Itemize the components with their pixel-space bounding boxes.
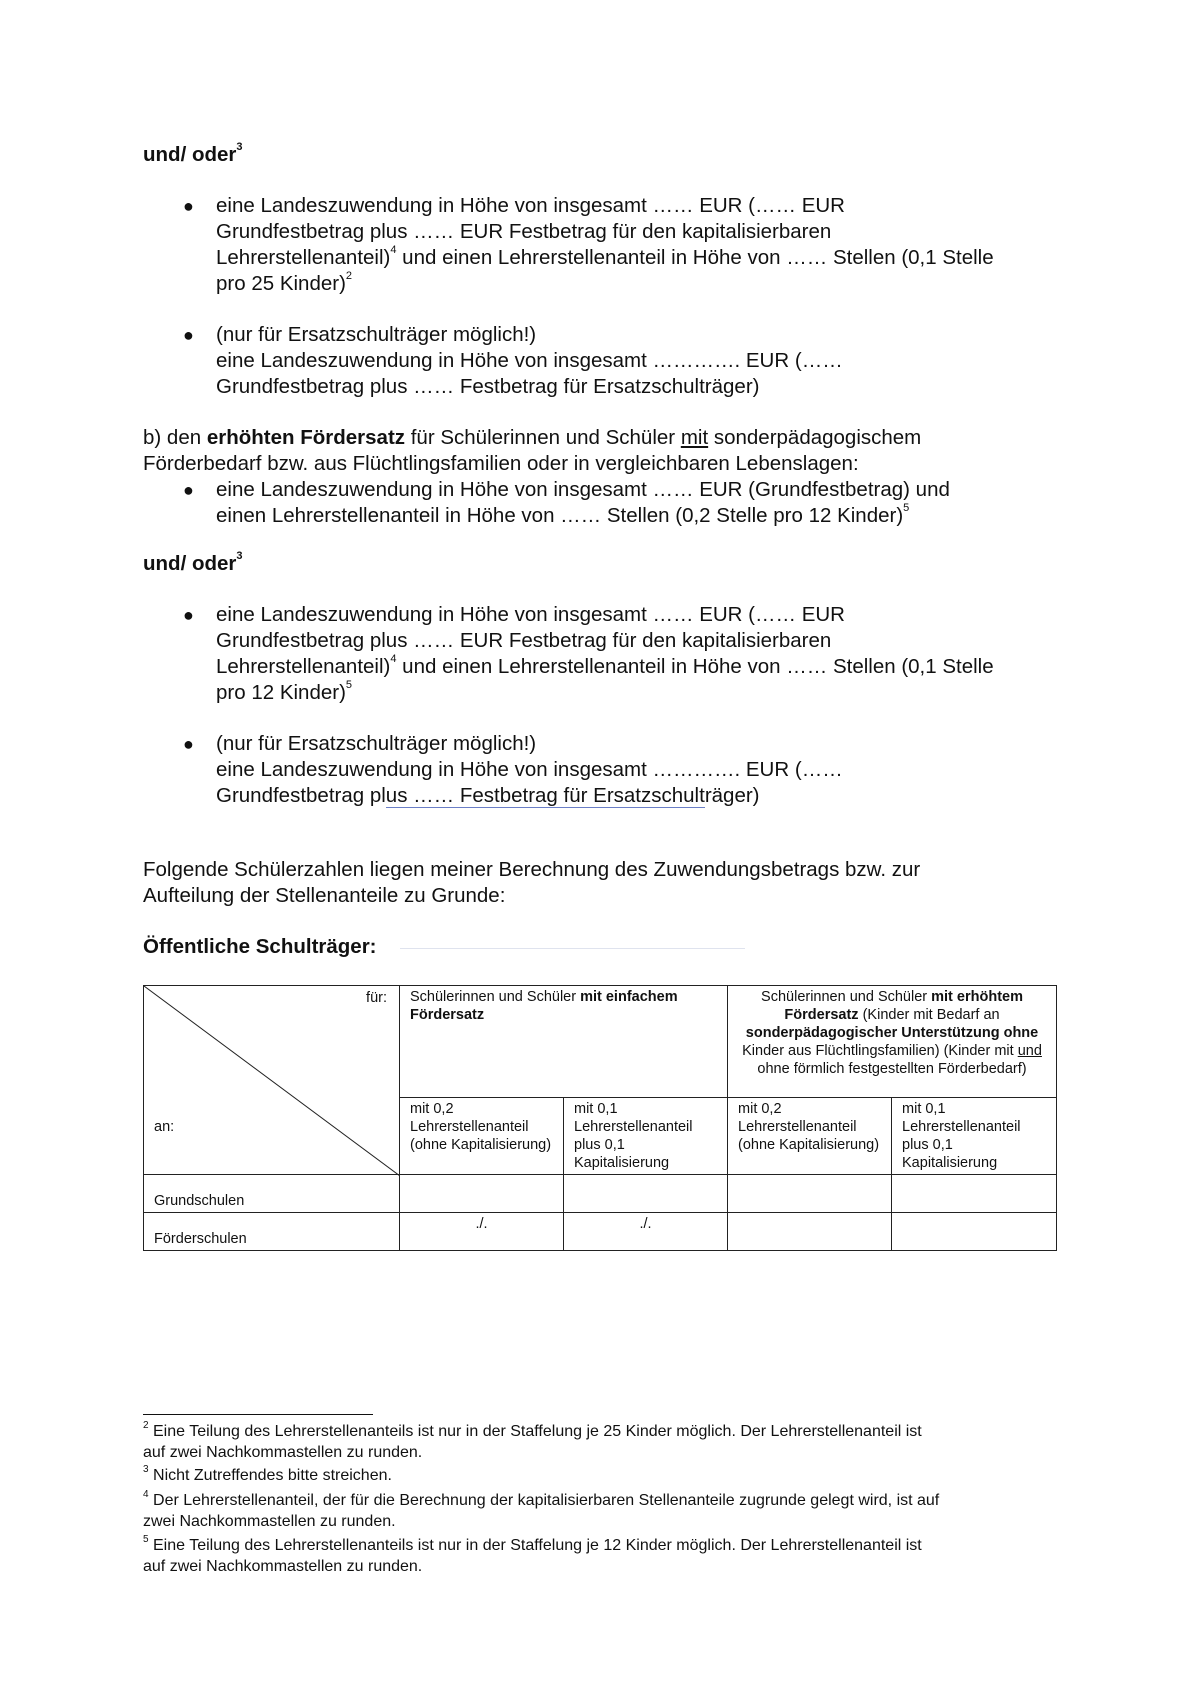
table-row [144, 1175, 1057, 1213]
divider [400, 948, 745, 949]
col-group-einfach: Schülerinnen und Schüler mit einfachem Fördersatz [400, 986, 728, 1098]
und-oder-heading-1: und/ oder$^3$ [143, 141, 243, 166]
oeffentliche-schultraeger-heading: Öffentliche Schulträger: [143, 935, 377, 958]
bullet-dot-icon: ● [183, 605, 194, 625]
corner-label-an: an: [154, 1119, 175, 1135]
diagonal-line-icon [144, 986, 400, 1176]
input-cell[interactable] [728, 1175, 892, 1213]
sub-col-header: mit 0,2 Lehrerstellenanteil (ohne Kapitalisierung) [400, 1098, 564, 1175]
footnote-5: $^5$ Eine Teilung des Lehrerstellenanteils ist nur in der Staffelung je 12 Kinder möglich. Der Lehrerstellenanteil ist auf zwei Nachkommastellen zu runden. [143, 1533, 922, 1575]
document-page: und/ oder$^3$ ● eine Landeszuwendung in Höhe von insgesamt …… EUR (…… EUR Grundfestbetrag plus …… EUR Festbetrag für den kapitalisierbaren Lehrerstellenanteil)$^4$ und einen Lehrerstellenanteil in Höhe von …… Stellen (0,1 Stelle pro 25 Kinder)$^2$ ● (nur für Ersatzschulträger möglich!) eine Landeszuwendung in Höhe von insgesamt …………. EUR (…… Grundfestbetrag plus …… Festbetrag für Ersatzschulträger) b) den erhöhten Fördersatz für Schülerinnen und Schüler mit sonderpädagogischem Förderbedarf bzw. aus Flüchtlingsfamilien oder in vergleichbaren Lebenslagen: ● eine Landeszuwendung in Höhe von insgesamt …… EUR (Grundfestbetrag) und einen Lehrerstellenanteil in Höhe von …… Stellen (0,2 Stelle pro 12 Kinder)$^5$ und/ oder$^3$ ● eine Landeszuwendung in Höhe von insgesamt …… EUR (…… EUR Grundfestbetrag plus …… EUR Festbetrag für den kapitalisierbaren Lehrerstellenanteil)$^4$ und einen Lehrerstellenanteil in Höhe von …… Stellen (0,1 Stelle pro 12 Kinder)$^5$ ● (nur für Ersatzschulträger möglich!) eine Landeszuwendung in Höhe von insgesamt …………. EUR (…… Grundfestbetrag plus …… Festbetrag für Ersatzschulträger) Folgende Schülerzahlen liegen meiner Berechnung des Zuwendungsbetrags bzw. zur Aufteilung der Stellenanteile zu Grunde: Öffentliche Schulträger: für: an: Schülerinnen und Schüler mit einfachem Fördersatz Schülerinnen und Schüler mit erhöhtem Fördersatz (Kinder mit Bedarf an sonderpädagogischer Unterstützung ohne Kinder aus Flüchtlingsfamilien) (Kinder mit und ohne förmlich festgestellten Förderbedarf) mit 0,2 Lehrerstellenanteil (ohne Kapitalisierung) mit 0,1 Lehrerstellenanteil plus 0,1 Kapitalisierung mit 0,2 Lehrerstellenanteil (ohne Kapitalisierung) mit 0,1 Lehrerstellenanteil plus 0,1 Kapitalisierung Grundschulen Förderschulen ./. ./. $^2$ Eine Teilung des Lehrerstellenanteils ist nur in der Staffelung je 25 Kinder möglich. Der Lehrerstellenanteil ist auf zwei Nachkommastellen zu runden. $^3$ Nicht Zutreffendes bitte streichen. $^4$ Der Lehrerstellenanteil, der für die Berechnung der kapitalisierbaren Stellenanteile zugrunde gelegt wird, ist auf zwei Nachkommastellen zu runden. $^5$ Eine Teilung des Lehrerstellenanteils ist nur in der Staffelung je 12 Kinder möglich. Der Lehrerstellenanteil ist auf zwei Nachkommastellen zu runden. [0, 0, 1191, 1684]
sub-col-header: mit 0,1 Lehrerstellenanteil plus 0,1 Kapitalisierung [892, 1098, 1057, 1175]
row-label-grundschulen: Grundschulen [144, 1175, 400, 1213]
input-cell[interactable] [892, 1175, 1057, 1213]
intro-paragraph: Folgende Schülerzahlen liegen meiner Berechnung des Zuwendungsbetrags bzw. zur Aufteilung der Stellenanteile zu Grunde: [143, 858, 921, 907]
bullet-dot-icon: ● [183, 196, 194, 216]
input-cell[interactable] [564, 1175, 728, 1213]
input-cell[interactable]: ./. [564, 1213, 728, 1251]
corner-label-fuer: für: [366, 990, 387, 1006]
footnote-2: $^2$ Eine Teilung des Lehrerstellenanteils ist nur in der Staffelung je 25 Kinder möglich. Der Lehrerstellenanteil ist auf zwei Nachkommastellen zu runden. [143, 1419, 922, 1461]
input-cell[interactable] [400, 1175, 564, 1213]
sub-col-header: mit 0,2 Lehrerstellenanteil (ohne Kapitalisierung) [728, 1098, 892, 1175]
col-group-erhoeht: Schülerinnen und Schüler mit erhöhtem Fördersatz (Kinder mit Bedarf an sonderpädagogischer Unterstützung ohne Kinder aus Flüchtlingsfamilien) (Kinder mit und ohne förmlich festgestellten Förderbedarf) [728, 986, 1057, 1098]
bullet-dot-icon: ● [183, 734, 194, 754]
input-cell[interactable] [728, 1213, 892, 1251]
footnote-3: $^3$ Nicht Zutreffendes bitte streichen. [143, 1463, 392, 1484]
bullet-dot-icon: ● [183, 325, 194, 345]
sub-col-header: mit 0,1 Lehrerstellenanteil plus 0,1 Kapitalisierung [564, 1098, 728, 1175]
input-cell[interactable]: ./. [400, 1213, 564, 1251]
schuelerzahlen-table [143, 985, 1057, 1251]
table-row [144, 1213, 1057, 1251]
footnote-4: $^4$ Der Lehrerstellenanteil, der für die Berechnung der kapitalisierbaren Stellenanteile zugrunde gelegt wird, ist auf zwei Nachkommastellen zu runden. [143, 1488, 940, 1530]
row-label-foerderschulen: Förderschulen [144, 1213, 400, 1251]
section-b-paragraph: b) den erhöhten Fördersatz für Schülerinnen und Schüler mit sonderpädagogischem Förderbedarf bzw. aus Flüchtlingsfamilien oder in vergleichbaren Lebenslagen: [143, 426, 922, 475]
table-corner-cell [144, 986, 400, 1175]
input-cell[interactable] [892, 1213, 1057, 1251]
bullet-dot-icon: ● [183, 480, 194, 500]
und-oder-heading-2: und/ oder$^3$ [143, 550, 243, 575]
footnote-separator [143, 1414, 373, 1415]
